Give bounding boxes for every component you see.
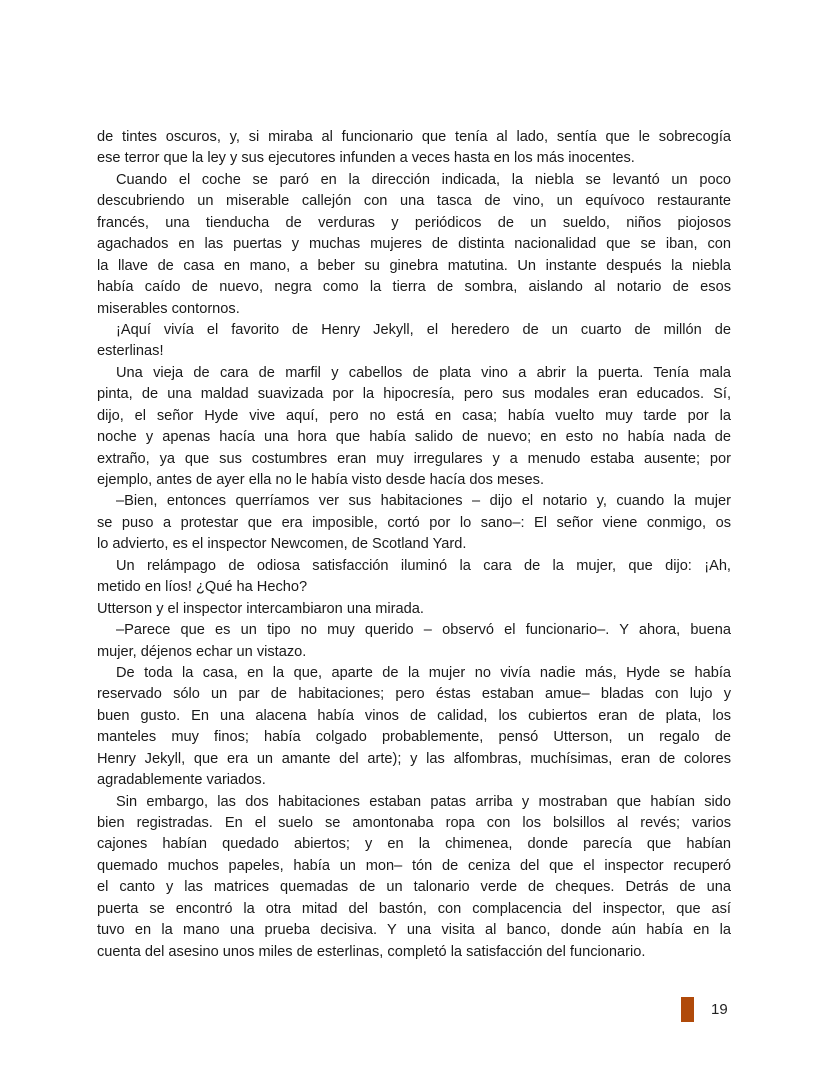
paragraph — [97, 792, 731, 964]
text-line: cajones habían quedado abiertos; y en la chimenea, donde parecía que habían — [97, 836, 731, 853]
text-line: extraño, ya que sus costumbres eran muy irregulares y a menudo estaba ausente; por — [97, 450, 731, 467]
paragraph — [97, 491, 731, 555]
text-line: Cuando el coche se paró en la dirección indicada, la niebla se levantó un poco — [116, 171, 731, 188]
text-line: Una vieja de cara de marfil y cabellos de plata vino a abrir la puerta. Tenía mala — [116, 364, 731, 381]
text-line: lo advierto, es el inspector Newcomen, de Scotland Yard. — [97, 536, 467, 553]
body-text — [97, 127, 731, 963]
text-line: el canto y las matrices quemadas de un talonario verde de cheques. Detrás de una — [97, 879, 731, 896]
text-line: se puso a protestar que era imposible, cortó por lo sano–: El señor viene conmigo, os — [97, 514, 731, 531]
paragraph — [97, 127, 731, 170]
text-line: esterlinas! — [97, 343, 164, 360]
paragraph — [97, 556, 731, 599]
text-line: De toda la casa, en la que, aparte de la mujer no vivía nadie más, Hyde se había — [116, 664, 731, 681]
text-line: manteles muy finos; había colgado probablemente, pensó Utterson, un regalo de — [97, 729, 731, 746]
text-line: la llave de casa en mano, a beber su ginebra matutina. Un instante después la niebla — [97, 257, 731, 274]
text-line: ¡Aquí vivía el favorito de Henry Jekyll, el heredero de un cuarto de millón de — [116, 321, 731, 338]
text-line: ese terror que la ley y sus ejecutores infunden a veces hasta en los más inocentes. — [97, 150, 635, 167]
page-marker-bar — [681, 997, 694, 1022]
text-line: Henry Jekyll, que era un amante del arte); y las alfombras, muchísimas, eran de colores — [97, 750, 731, 767]
text-line: puerta se encontró la otra mitad del bastón, con complacencia del inspector, que así — [97, 900, 731, 917]
text-line: tuvo en la mano una prueba decisiva. Y una visita al banco, donde aún había en la — [97, 922, 731, 939]
paragraph — [97, 599, 731, 620]
text-line: dijo, el señor Hyde vive aquí, pero no está en casa; había vuelto muy tarde por la — [97, 407, 731, 424]
text-line: buen gusto. En una alacena había vinos de calidad, los cubiertos eran de plata, los — [97, 707, 731, 724]
text-line: bien registradas. En el suelo se amontonaba ropa con los bolsillos al revés; varios — [97, 815, 731, 831]
paragraph — [97, 320, 731, 363]
text-line: francés, una tienducha de verduras y periódicos de un sueldo, niños piojosos — [97, 214, 731, 231]
text-line: –Parece que es un tipo no muy querido – observó el funcionario–. Y ahora, buena — [116, 622, 731, 639]
text-line: agradablemente variados. — [97, 772, 266, 789]
text-line: quemado muchos papeles, había un mon– tón de ceniza del que el inspector recuperó — [97, 857, 731, 874]
paragraph — [97, 363, 731, 492]
text-line: descubriendo un miserable callejón con una tasca de vino, un equívoco restaurante — [97, 193, 731, 210]
text-line: –Bien, entonces querríamos ver sus habitaciones – dijo el notario y, cuando la mujer — [116, 493, 731, 510]
text-line: de tintes oscuros, y, si miraba al funcionario que tenía al lado, sentía que le sobrecogía — [97, 129, 731, 145]
text-line: reservado sólo un par de habitaciones; pero éstas estaban amue– bladas con lujo y — [97, 686, 731, 703]
text-line: metido en líos! ¿Qué ha Hecho? — [97, 579, 308, 596]
paragraph — [97, 620, 731, 663]
text-line: ejemplo, antes de ayer ella no le había visto desde hacía dos meses. — [97, 472, 545, 488]
text-line: Utterson y el inspector intercambiaron una mirada. — [97, 600, 424, 617]
text-line: miserables contornos. — [97, 300, 240, 317]
text-line: noche y apenas hacía una hora que había salido de nuevo; en esto no había nada de — [97, 429, 731, 446]
text-line: agachados en las puertas y muchas mujeres de distinta nacionalidad que se iban, con — [97, 236, 731, 253]
text-line: cuenta del asesino unos miles de esterlinas, completó la satisfacción del funcionario. — [97, 943, 646, 960]
text-line: Un relámpago de odiosa satisfacción iluminó la cara de la mujer, que dijo: ¡Ah, — [116, 557, 731, 574]
text-line: mujer, déjenos echar un vistazo. — [97, 643, 307, 660]
paragraph — [97, 663, 731, 792]
text-line: Sin embargo, las dos habitaciones estaban patas arriba y mostraban que habían sido — [116, 793, 731, 810]
text-line: había caído de nuevo, negra como la tierra de sombra, aislando al notario de esos — [97, 279, 731, 296]
paragraph — [97, 170, 731, 320]
page-number: 19 — [711, 1001, 728, 1018]
text-line: pinta, de una maldad suavizada por la hipocresía, pero sus modales eran educados. Sí, — [97, 386, 731, 403]
